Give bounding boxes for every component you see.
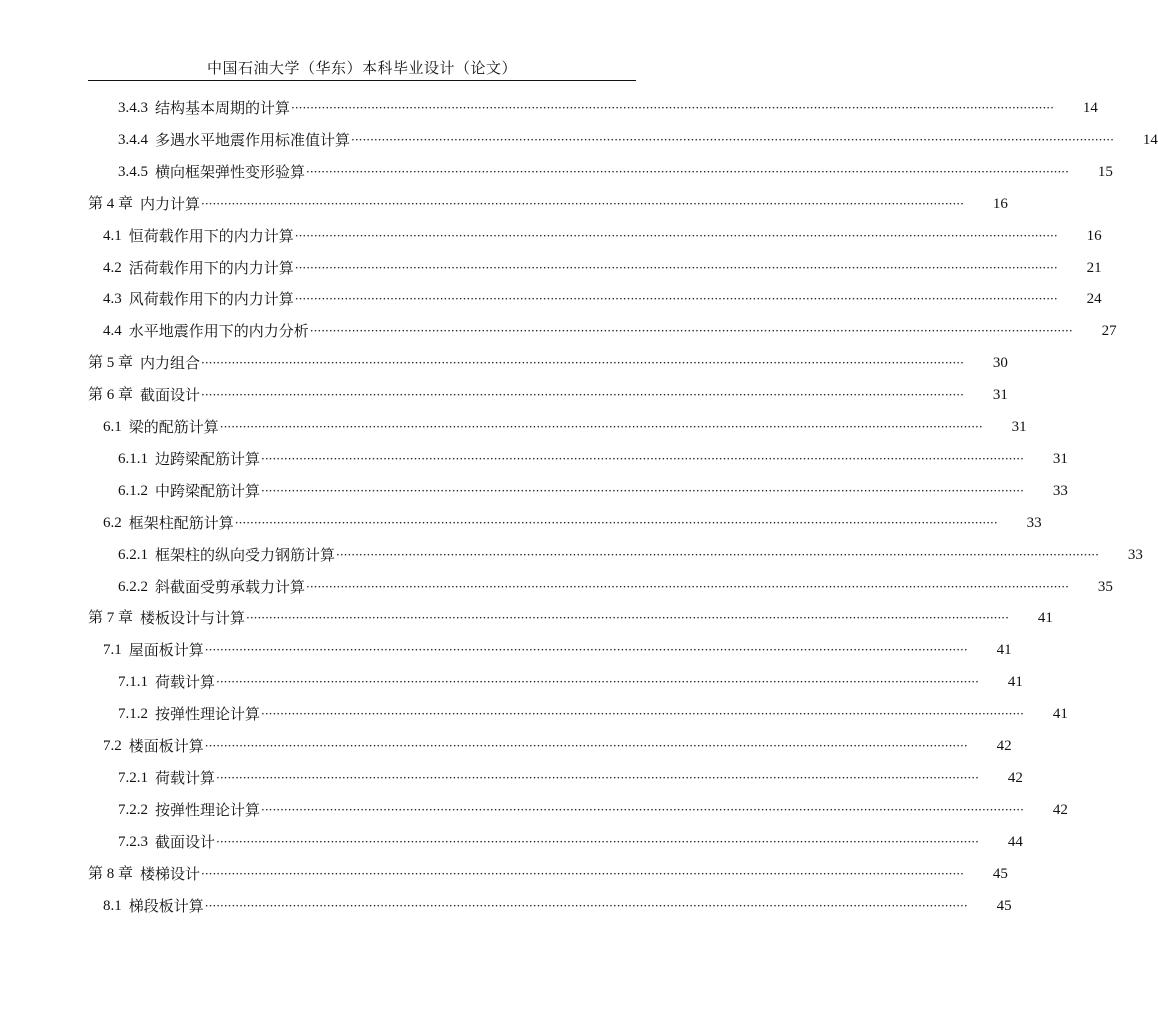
toc-dot-leader: ········································································································································································································ — [261, 451, 1024, 466]
toc-entry-title: 恒荷载作用下的内力计算 — [128, 226, 294, 245]
toc-page-number: 33 — [1127, 546, 1143, 563]
toc-entry-text — [103, 221, 1058, 251]
toc-entry-number: 6.2 — [103, 514, 122, 531]
toc-entry-number: 3.4.5 — [118, 163, 148, 180]
toc-entry-title: 边跨梁配筋计算 — [155, 449, 261, 468]
toc-entry[interactable] — [118, 444, 1068, 474]
toc-entry-text — [118, 572, 1069, 602]
toc-entry-title: 横向框架弹性变形验算 — [155, 162, 306, 181]
toc-entry-title: 斜截面受剪承载力计算 — [155, 577, 306, 596]
toc-dot-leader: ········································································································································································································ — [216, 675, 979, 690]
toc-page-number: 42 — [1007, 769, 1023, 786]
toc-entry-title: 楼梯设计 — [140, 864, 201, 883]
toc-entry-number: 第 8 章 — [88, 865, 134, 882]
toc-page-number: 33 — [1052, 482, 1068, 499]
toc-entry-text — [88, 348, 964, 378]
toc-entry[interactable] — [88, 189, 1008, 219]
toc-dot-leader: ········································································································································································································ — [204, 898, 968, 913]
toc-entry-number: 7.2.3 — [118, 833, 148, 850]
toc-dot-leader: ········································································································································································································ — [216, 770, 979, 785]
toc-dot-leader: ········································································································································································································ — [261, 483, 1024, 498]
toc-dot-leader: ········································································································································································································ — [351, 132, 1114, 147]
toc-entry[interactable] — [103, 635, 1012, 665]
toc-dot-leader: ········································································································································································································ — [204, 643, 968, 658]
toc-page-number: 33 — [1026, 514, 1042, 531]
toc-entry[interactable] — [118, 157, 1113, 187]
toc-entry-number: 7.1.1 — [118, 674, 148, 691]
toc-dot-leader: ········································································································································································································ — [204, 739, 968, 753]
toc-page-number: 24 — [1086, 291, 1102, 308]
toc-entry-text — [103, 253, 1058, 283]
toc-page-number: 42 — [996, 738, 1012, 754]
toc-entry-text — [118, 93, 1054, 123]
toc-dot-leader: ········································································································································································································ — [306, 164, 1069, 179]
toc-entry-text — [103, 891, 968, 921]
toc-dot-leader: ········································································································································································································ — [219, 420, 983, 434]
toc-entry-number: 6.1 — [103, 419, 122, 435]
toc-entry-number: 6.2.1 — [118, 546, 148, 563]
toc-entry-title: 多遇水平地震作用标准值计算 — [155, 130, 351, 149]
toc-entry-text — [118, 444, 1024, 474]
toc-page-number: 35 — [1097, 578, 1113, 595]
toc-entry-text — [103, 284, 1058, 314]
toc-dot-leader: ········································································································································································································ — [261, 707, 1024, 722]
toc-dot-leader: ········································································································································································································ — [216, 834, 979, 849]
header-rule — [88, 80, 636, 81]
toc-entry-title: 风荷载作用下的内力计算 — [128, 290, 294, 309]
toc-dot-leader: ········································································································································································································ — [201, 866, 964, 881]
toc-entry-text — [118, 476, 1024, 506]
toc-entry-number: 4.3 — [103, 291, 122, 308]
toc-entry-title: 荷载计算 — [155, 673, 216, 692]
toc-page-number: 31 — [992, 387, 1008, 404]
toc-dot-leader: ········································································································································································································ — [294, 260, 1058, 275]
toc-page-number: 30 — [992, 355, 1008, 372]
toc-entry-text — [88, 380, 964, 410]
toc-entry-title: 楼板设计与计算 — [140, 609, 246, 628]
toc-entry[interactable] — [103, 731, 1012, 761]
toc-page-number: 41 — [1007, 674, 1023, 691]
toc-entry-text — [88, 603, 1009, 633]
toc-entry-title: 中跨梁配筋计算 — [155, 481, 261, 500]
toc-entry-text — [88, 189, 964, 219]
toc-entry-text — [118, 795, 1024, 825]
toc-entry-number: 7.1.2 — [118, 706, 148, 723]
toc-entry-text — [88, 859, 964, 889]
toc-dot-leader: ········································································································································································································ — [294, 228, 1058, 243]
toc-entry[interactable] — [103, 508, 1042, 538]
toc-entry-text — [103, 508, 998, 538]
toc-entry[interactable] — [118, 572, 1113, 602]
toc-page-number: 16 — [992, 195, 1008, 212]
toc-page-number: 41 — [996, 642, 1012, 659]
toc-entry-number: 3.4.3 — [118, 100, 148, 116]
toc-page-number: 27 — [1101, 323, 1117, 340]
toc-entry-title: 水平地震作用下的内力分析 — [128, 322, 309, 341]
toc-entry-number: 4.2 — [103, 259, 122, 276]
toc-entry-text — [118, 763, 979, 793]
toc-entry-number: 7.1 — [103, 642, 122, 659]
toc-entry-text — [118, 157, 1069, 187]
page-header: 中国石油大学（华东）本科毕业设计（论文） — [206, 59, 517, 77]
toc-entry-number: 4.4 — [103, 323, 122, 340]
toc-page-number: 31 — [1011, 419, 1027, 435]
toc-entry-title: 荷载计算 — [155, 768, 216, 787]
toc-entry[interactable] — [118, 699, 1068, 729]
toc-entry-title: 楼面板计算 — [128, 737, 204, 755]
toc-entry[interactable] — [88, 380, 1008, 410]
toc-entry-text — [118, 540, 1099, 570]
toc-page-number: 31 — [1052, 450, 1068, 467]
toc-entry[interactable] — [118, 795, 1068, 825]
toc-entry-title: 内力计算 — [140, 194, 201, 213]
toc-entry[interactable] — [118, 667, 1023, 697]
toc-entry-number: 6.2.2 — [118, 578, 148, 595]
toc-page-number: 14 — [1082, 100, 1098, 116]
toc-entry-text — [118, 667, 979, 697]
toc-entry[interactable] — [118, 540, 1143, 570]
toc-entry-title: 屋面板计算 — [128, 641, 204, 660]
toc-entry-text — [103, 412, 983, 442]
toc-entry-text — [103, 635, 968, 665]
toc-entry-number: 7.2.1 — [118, 769, 148, 786]
toc-entry-title: 框架柱配筋计算 — [128, 513, 234, 532]
toc-entry[interactable] — [118, 125, 1158, 155]
toc-entry[interactable] — [118, 476, 1068, 506]
toc-page-number: 44 — [1007, 833, 1023, 850]
toc-dot-leader: ········································································································································································································ — [294, 292, 1058, 307]
toc-entry-number: 3.4.4 — [118, 131, 148, 148]
toc-entry[interactable] — [118, 763, 1023, 793]
toc-entry-title: 内力组合 — [140, 354, 201, 373]
toc-entry-title: 活荷载作用下的内力计算 — [128, 258, 294, 277]
toc-entry-text — [118, 827, 979, 857]
toc-page-number: 45 — [992, 865, 1008, 882]
toc-entry-text — [118, 699, 1024, 729]
toc-dot-leader: ········································································································································································································ — [309, 324, 1073, 339]
toc-entry[interactable] — [118, 827, 1023, 857]
toc-entry-number: 第 7 章 — [88, 610, 134, 627]
toc-entry[interactable] — [103, 412, 1027, 442]
toc-dot-leader: ········································································································································································································ — [201, 196, 964, 211]
toc-entry-number: 第 6 章 — [88, 387, 134, 404]
toc-entry[interactable] — [88, 859, 1008, 889]
toc-dot-leader: ········································································································································································································ — [291, 101, 1054, 115]
toc-page-number: 45 — [996, 897, 1012, 914]
toc-entry-title: 按弹性理论计算 — [155, 800, 261, 819]
toc-entry[interactable] — [88, 603, 1053, 633]
toc-entry-title: 截面设计 — [140, 386, 201, 405]
toc-dot-leader: ········································································································································································································ — [336, 547, 1099, 562]
toc-page-number: 41 — [1052, 706, 1068, 723]
toc-page-number: 41 — [1037, 610, 1053, 627]
toc-entry[interactable] — [103, 221, 1102, 251]
toc-entry-number: 7.2 — [103, 738, 122, 754]
toc-entry-text — [103, 316, 1073, 346]
toc-entry-number: 第 4 章 — [88, 195, 134, 212]
toc-entry-title: 梁的配筋计算 — [128, 418, 219, 436]
toc-entry-title: 按弹性理论计算 — [155, 705, 261, 724]
toc-entry[interactable] — [88, 348, 1008, 378]
toc-entry-title: 截面设计 — [155, 832, 216, 851]
toc-entry-number: 7.2.2 — [118, 801, 148, 818]
toc-entry-text — [118, 125, 1114, 155]
toc-page-number: 16 — [1086, 227, 1102, 244]
toc-entry-number: 第 5 章 — [88, 355, 134, 372]
toc-dot-leader: ········································································································································································································ — [201, 388, 964, 403]
toc-page-number: 14 — [1142, 131, 1158, 148]
toc-entry-title: 结构基本周期的计算 — [155, 99, 291, 117]
toc-dot-leader: ········································································································································································································ — [246, 611, 1009, 626]
toc-entry-number: 8.1 — [103, 897, 122, 914]
toc-entry-number: 6.1.1 — [118, 450, 148, 467]
toc-entry-title: 梯段板计算 — [128, 896, 204, 915]
toc-entry[interactable] — [103, 284, 1102, 314]
toc-entry[interactable] — [103, 891, 1012, 921]
toc-entry-number: 4.1 — [103, 227, 122, 244]
toc-entry-number: 6.1.2 — [118, 482, 148, 499]
toc-page-number: 15 — [1097, 163, 1113, 180]
toc-entry[interactable] — [103, 253, 1102, 283]
toc-dot-leader: ········································································································································································································ — [201, 356, 964, 371]
toc-entry-title: 框架柱的纵向受力钢筋计算 — [155, 545, 336, 564]
toc-dot-leader: ········································································································································································································ — [306, 579, 1069, 594]
toc-dot-leader: ········································································································································································································ — [234, 515, 998, 530]
toc-entry-text — [103, 731, 968, 761]
toc-entry[interactable] — [103, 316, 1117, 346]
toc-dot-leader: ········································································································································································································ — [261, 802, 1024, 817]
toc-page-number: 42 — [1052, 801, 1068, 818]
toc-entry[interactable] — [118, 93, 1098, 123]
toc-page-number: 21 — [1086, 259, 1102, 276]
